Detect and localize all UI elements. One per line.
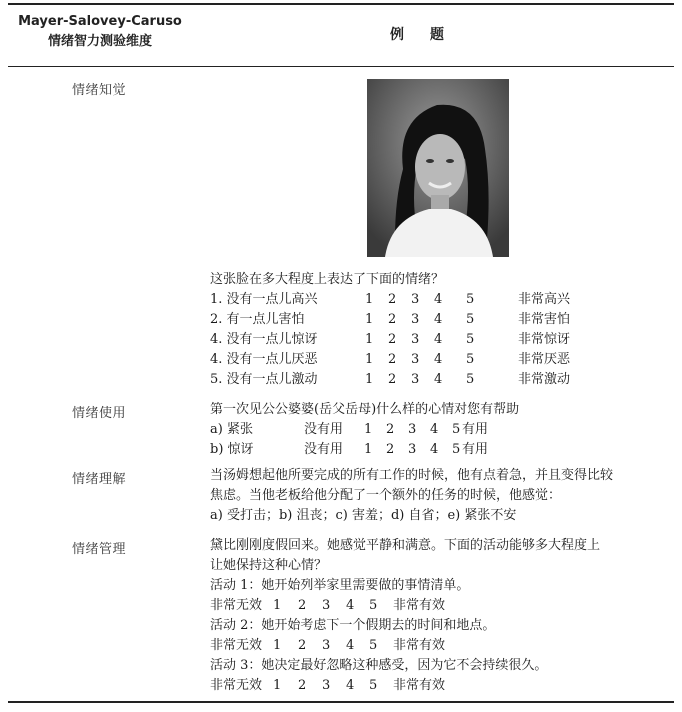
row-low-label: 非常无效 [210,638,263,653]
scale-2: 2 [298,638,307,653]
header-line-2: 情绪智力测验维度 [47,34,152,49]
scale-1: 1 [273,678,282,693]
row-high-label: 非常厌恶 [518,352,571,367]
scale-3: 3 [322,678,331,693]
scale-4: 4 [430,422,439,437]
scale-2: 2 [388,312,397,327]
understanding-options: a) 受打击；b) 沮丧；c) 害羞；d) 自省；e) 紧张不安 [210,508,517,523]
scale-5: 5 [466,352,475,367]
row-low-label: 没有用 [304,442,344,457]
scale-5: 5 [452,442,461,457]
scale-1: 1 [365,312,374,327]
dimension-understanding: 情绪理解 [72,472,127,487]
scale-2: 2 [388,352,397,367]
understanding-line: 当汤姆想起他所要完成的所有工作的时候，他有点着急，并且变得比较 [210,468,614,483]
scale-1: 1 [365,332,374,347]
row-high-label: 非常高兴 [518,292,571,307]
header-rule [8,66,674,67]
scale-1: 1 [365,292,374,307]
scale-4: 4 [434,292,443,307]
scale-1: 1 [365,352,374,367]
row-low-label: 1. 没有一点儿高兴 [210,292,318,307]
scale-4: 4 [346,678,355,693]
scale-1: 1 [365,372,374,387]
scale-5: 5 [369,678,378,693]
row-low-label: 5. 没有一点儿激动 [210,372,318,387]
dimension-perception: 情绪知觉 [72,83,127,98]
scale-3: 3 [411,352,420,367]
row-high-label: 有用 [462,442,489,457]
scale-5: 5 [466,332,475,347]
scale-4: 4 [346,598,355,613]
activity-1: 活动 1：她开始列举家里需要做的事情清单。 [210,578,470,593]
row-low-label: 非常无效 [210,678,263,693]
scale-4: 4 [434,332,443,347]
management-line: 黛比刚刚度假回来。她感觉平静和满意。下面的活动能够多大程度上 [210,538,601,553]
scale-3: 3 [411,372,420,387]
row-low-label: 没有用 [304,422,344,437]
dimension-management: 情绪管理 [72,542,127,557]
scale-3: 3 [322,638,331,653]
perception-question: 这张脸在多大程度上表达了下面的情绪？ [210,272,445,287]
scale-3: 3 [411,292,420,307]
row-low-label: 非常无效 [210,598,263,613]
top-rule [8,3,674,5]
scale-1: 1 [364,422,373,437]
use-question: 第一次见公公婆婆(岳父岳母)什么样的心情对您有帮助 [210,402,520,417]
column-header-dimension [10,12,190,52]
understanding-line: 焦虑。当他老板给他分配了一个额外的任务的时候，他感觉： [210,488,562,503]
scale-3: 3 [411,332,420,347]
scale-5: 5 [466,372,475,387]
header-line-1: Mayer-Salovey-Caruso [18,14,182,29]
dimension-use: 情绪使用 [72,406,127,421]
scale-4: 4 [430,442,439,457]
column-header-example: 例题 [390,27,470,43]
scale-5: 5 [369,598,378,613]
scale-2: 2 [388,332,397,347]
row-low-label: 2. 有一点儿害怕 [210,312,305,327]
activity-3: 活动 3：她决定最好忽略这种感受，因为它不会持续很久。 [210,658,548,673]
scale-5: 5 [452,422,461,437]
row-high-label: 非常有效 [393,638,446,653]
scale-3: 3 [322,598,331,613]
face-photo-image [367,79,509,257]
scale-2: 2 [386,442,395,457]
scale-2: 2 [388,372,397,387]
management-line: 让她保持这种心情？ [210,558,328,573]
row-high-label: 非常有效 [393,678,446,693]
scale-3: 3 [408,422,417,437]
scale-2: 2 [298,598,307,613]
row-high-label: 非常惊讶 [518,332,571,347]
scale-5: 5 [369,638,378,653]
scale-4: 4 [434,372,443,387]
row-low-label: 4. 没有一点儿厌恶 [210,352,318,367]
scale-4: 4 [346,638,355,653]
option-label: a) 紧张 [210,422,253,437]
activity-2: 活动 2：她开始考虑下一个假期去的时间和地点。 [210,618,496,633]
option-label: b) 惊讶 [210,442,254,457]
row-low-label: 4. 没有一点儿惊讶 [210,332,318,347]
scale-3: 3 [411,312,420,327]
scale-2: 2 [298,678,307,693]
row-high-label: 有用 [462,422,489,437]
scale-1: 1 [273,598,282,613]
scale-3: 3 [408,442,417,457]
row-high-label: 非常害怕 [518,312,571,327]
bottom-rule [8,701,674,703]
scale-1: 1 [364,442,373,457]
scale-2: 2 [388,292,397,307]
scale-2: 2 [386,422,395,437]
scale-1: 1 [273,638,282,653]
row-high-label: 非常有效 [393,598,446,613]
scale-4: 4 [434,352,443,367]
scale-4: 4 [434,312,443,327]
scale-5: 5 [466,312,475,327]
scale-5: 5 [466,292,475,307]
row-high-label: 非常激动 [518,372,571,387]
face-photo [367,79,509,257]
